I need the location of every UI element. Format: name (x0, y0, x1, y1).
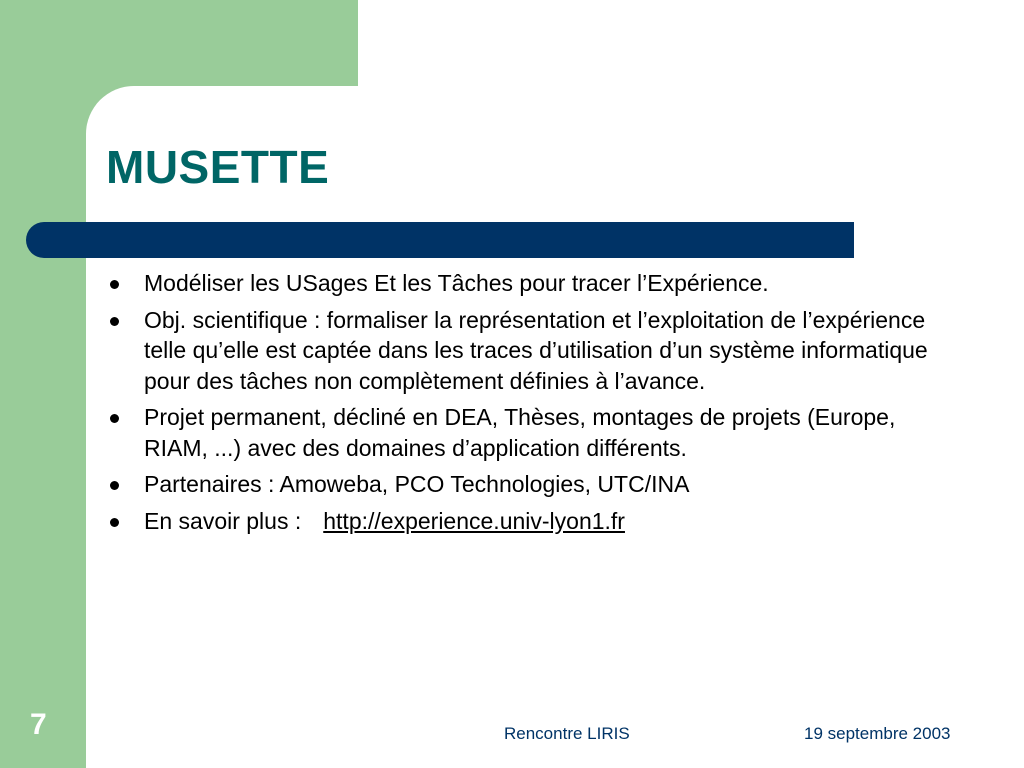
bullet-dot-icon (110, 481, 119, 490)
more-info-label: En savoir plus : (144, 507, 302, 534)
bullet-text: Projet permanent, décliné en DEA, Thèses, montages de projets (Europe, RIAM, ...) avec des domaines d’application différents. (144, 404, 896, 461)
bullet-item-project (104, 402, 934, 463)
bullet-item-musette (104, 268, 934, 299)
slide-title: MUSETTE (106, 141, 330, 193)
bullet-item-objective (104, 305, 934, 397)
page-number: 7 (30, 708, 47, 741)
bullet-item-more-info (104, 506, 934, 537)
bullet-dot-icon (110, 317, 119, 326)
bullet-dot-icon (110, 280, 119, 289)
bullet-dot-icon (110, 414, 119, 423)
footer-event: Rencontre LIRIS (504, 724, 630, 743)
bullet-item-partners (104, 469, 934, 500)
bullet-text: Partenaires : Amoweba, PCO Technologies, UTC/INA (144, 471, 690, 497)
bullet-text: Modéliser les USages Et les Tâches pour tracer l’Expérience. (144, 270, 769, 296)
bullet-list (104, 268, 934, 542)
experience-link[interactable]: http://experience.univ-lyon1.fr (323, 507, 625, 534)
bullet-text: Obj. scientifique : formaliser la représentation et l’exploitation de l’expérience telle qu’elle est captée dans les traces d’utilisation d’un système informatique pour des tâches non complètement définies à l’avance. (144, 306, 928, 394)
footer-date: 19 septembre 2003 (804, 724, 951, 743)
bullet-dot-icon (110, 518, 119, 527)
title-underline-bar (26, 222, 854, 258)
